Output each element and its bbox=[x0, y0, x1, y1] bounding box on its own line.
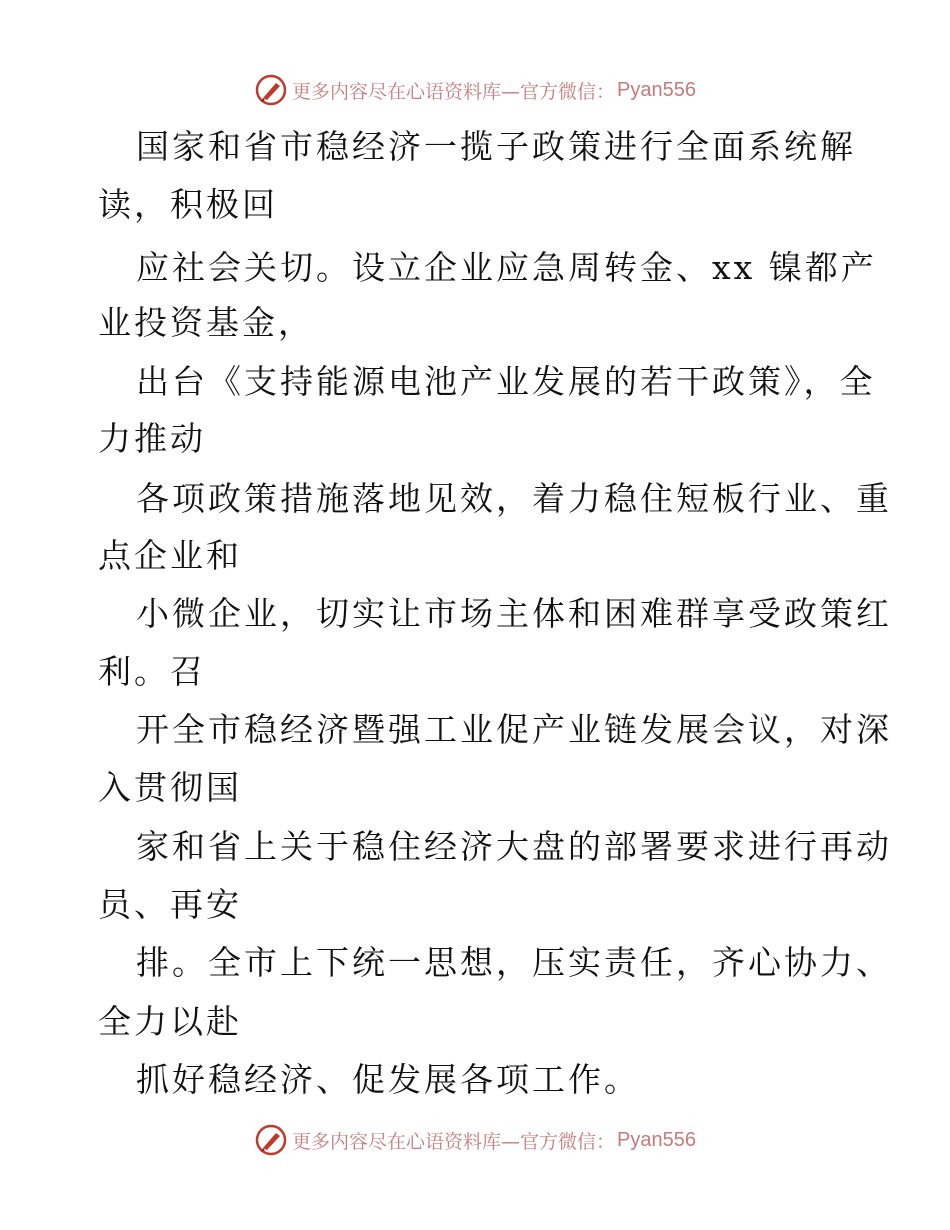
watermark-text: 更多内容尽在心语资料库—官方微信： bbox=[292, 1130, 616, 1153]
pen-logo-icon bbox=[254, 73, 288, 107]
text-line: 家和省上关于稳住经济大盘的部署要求进行再动 bbox=[136, 827, 892, 866]
text-line: 全力以赴 bbox=[98, 1002, 242, 1041]
text-line: 力推动 bbox=[98, 419, 206, 458]
text-line: 入贯彻国 bbox=[98, 768, 242, 807]
text-line: 排。全市上下统一思想，压实责任，齐心协力、 bbox=[136, 943, 892, 982]
text-line: 各项政策措施落地见效，着力稳住短板行业、重 bbox=[136, 479, 892, 518]
watermark-header bbox=[0, 70, 950, 110]
text-line: 员、再安 bbox=[98, 885, 242, 924]
text-line: 利。召 bbox=[98, 652, 206, 691]
watermark-wechat-id: Pyan556 bbox=[617, 78, 696, 101]
watermark-footer bbox=[0, 1120, 950, 1160]
text-line: 点企业和 bbox=[98, 536, 242, 575]
text-line: 抓好稳经济、促发展各项工作。 bbox=[136, 1060, 640, 1099]
text-line: 应社会关切。设立企业应急周转金、xx 镍都产 bbox=[136, 248, 877, 287]
pen-logo-icon bbox=[254, 1123, 288, 1157]
text-line: 出台《支持能源电池产业发展的若干政策》，全 bbox=[136, 362, 876, 401]
text-line: 国家和省市稳经济一揽子政策进行全面系统解 bbox=[136, 127, 856, 166]
text-line: 小微企业，切实让市场主体和困难群享受政策红 bbox=[136, 594, 892, 633]
watermark-text: 更多内容尽在心语资料库—官方微信： bbox=[292, 80, 616, 103]
text-line: 读，积极回 bbox=[98, 185, 278, 224]
text-line: 开全市稳经济暨强工业促产业链发展会议，对深 bbox=[136, 710, 892, 749]
text-line: 业投资基金， bbox=[98, 303, 314, 342]
watermark-wechat-id: Pyan556 bbox=[617, 1128, 696, 1151]
